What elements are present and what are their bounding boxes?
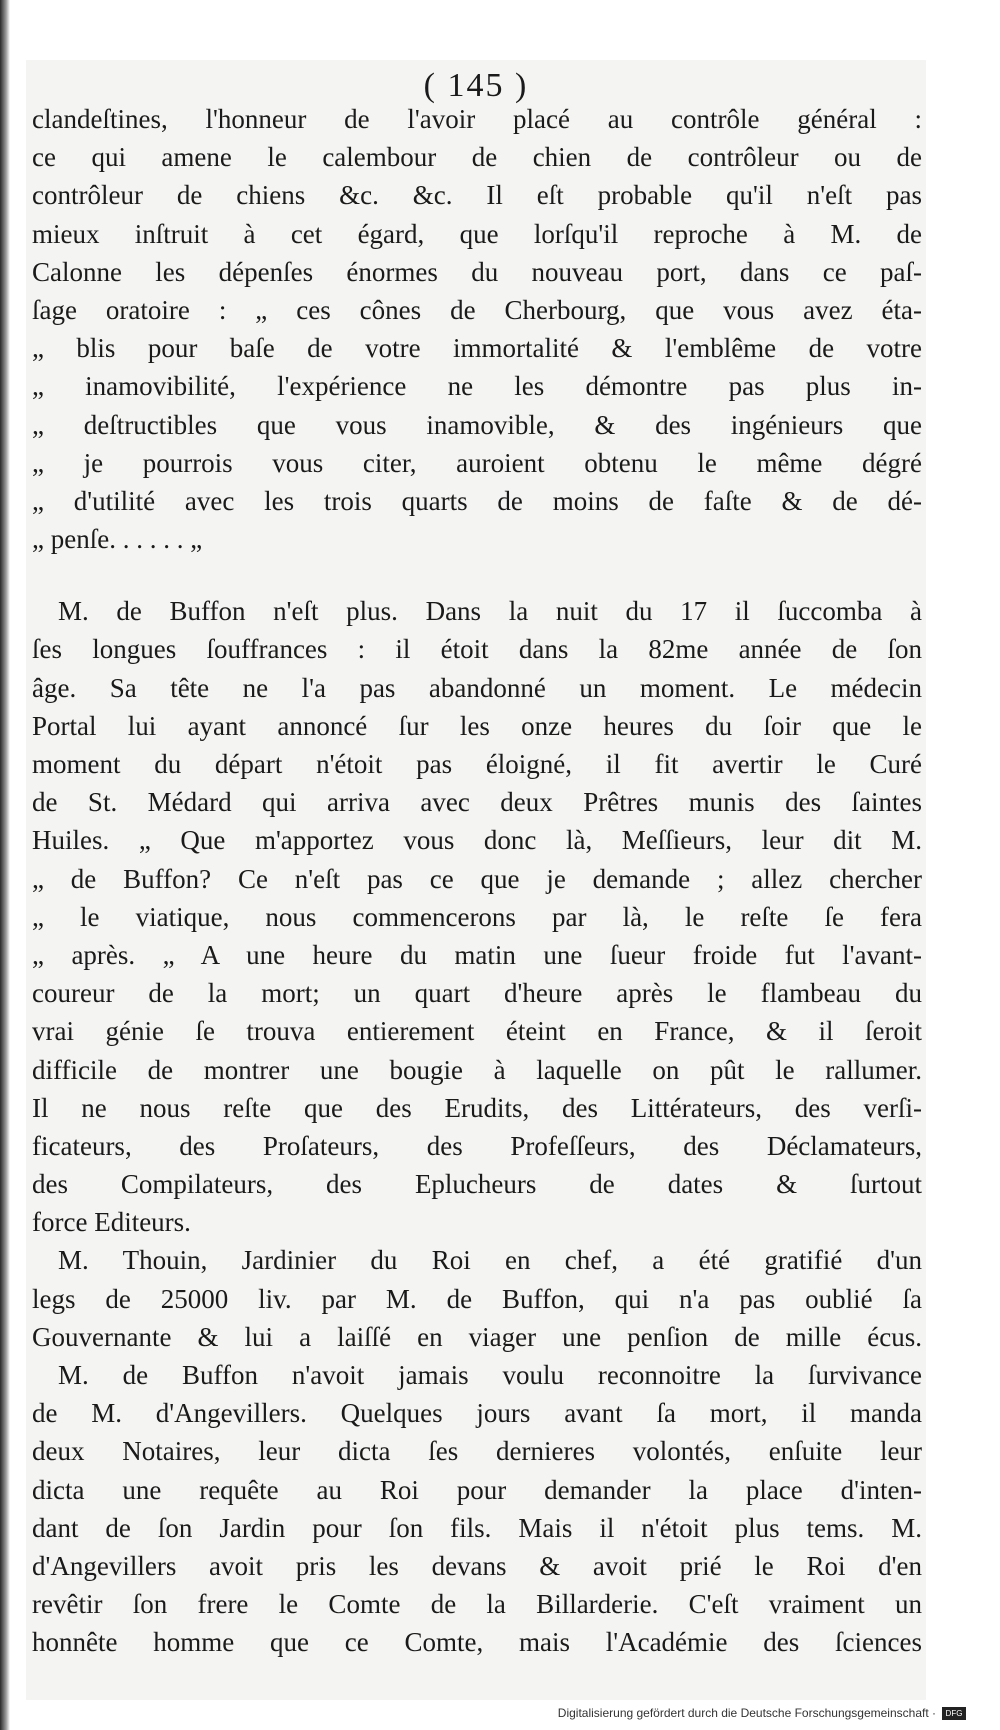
text-line: difficile de montrer une bougie à laquelle on pût le rallumer. [32, 1054, 922, 1085]
paragraph-gap [32, 558, 922, 592]
text-line: ſes longues ſouffrances : il étoit dans la 82me année de ſon [32, 634, 922, 665]
text-line: revêtir ſon frere le Comte de la Billarderie. C'eſt vraiment un [32, 1589, 922, 1620]
text-line: ſage oratoire : „ ces cônes de Cherbourg, que vous avez éta- [32, 294, 922, 325]
text-line: „ le viatique, nous commencerons par là, le reſte ſe fera [32, 901, 922, 932]
text-line: „ d'utilité avec les trois quarts de moins de faſte & de dé- [32, 485, 922, 516]
text-line: de St. Médard qui arriva avec deux Prêtres munis des ſaintes [32, 787, 922, 818]
text-line: force Editeurs. [32, 1207, 191, 1238]
text-line: contrôleur de chiens &c. &c. Il eſt probable qu'il n'eſt pas [32, 180, 922, 211]
text-line: M. Thouin, Jardinier du Roi en chef, a été gratifié d'un [58, 1245, 922, 1276]
text-line: d'Angevillers avoit pris les devans & avoit prié le Roi d'en [32, 1550, 922, 1581]
text-line: coureur de la mort; un quart d'heure après le flambeau du [32, 978, 922, 1009]
text-line: honnête homme que ce Comte, mais l'Académie des ſciences [32, 1627, 922, 1658]
text-line: ficateurs, des Proſateurs, des Profeſſeurs, des Déclamateurs, [32, 1130, 922, 1161]
text-line: M. de Buffon n'avoit jamais voulu reconnoitre la ſurvivance [58, 1360, 922, 1390]
text-line: mieux inſtruit à cet égard, que lorſqu'il reproche à M. de [32, 218, 922, 249]
text-line: Gouvernante & lui a laiſſé en viager une penſion de mille écus. [32, 1321, 922, 1352]
text-line: „ je pourrois vous citer, auroient obtenu le même dégré [32, 447, 922, 478]
text-line: legs de 25000 liv. par M. de Buffon, qui n'a pas oublié ſa [32, 1283, 922, 1314]
body-text [32, 100, 922, 1662]
text-line: Calonne les dépenſes énormes du nouveau port, dans ce paſ- [32, 256, 922, 287]
text-line: clandeſtines, l'honneur de l'avoir placé au contrôle général : [32, 104, 922, 134]
text-line: ce qui amene le calembour de chien de contrôleur ou de [32, 142, 922, 173]
text-line: dicta une requête au Roi pour demander la place d'inten- [32, 1474, 922, 1505]
text-line: „ blis pour baſe de votre immortalité & l'emblême de votre [32, 333, 922, 364]
digitization-credit [558, 1706, 966, 1720]
text-line: M. de Buffon n'eſt plus. Dans la nuit du 17 il ſuccomba à [58, 596, 922, 627]
text-line: Huiles. „ Que m'apportez vous donc là, Meſſieurs, leur dit M. [32, 825, 922, 856]
text-line: âge. Sa tête ne l'a pas abandonné un moment. Le médecin [32, 672, 922, 703]
text-line: „ de Buffon? Ce n'eſt pas ce que je demande ; allez chercher [32, 863, 922, 894]
credit-text: Digitalisierung gefördert durch die Deutsche Forschungsgemeinschaft · [557, 1706, 936, 1720]
text-line: deux Notaires, leur dicta ſes dernieres volontés, enſuite leur [32, 1436, 922, 1467]
dfg-logo-icon: DFG [942, 1707, 966, 1720]
text-line: de M. d'Angevillers. Quelques jours avant ſa mort, il manda [32, 1398, 922, 1429]
text-line: dant de ſon Jardin pour ſon fils. Mais il n'étoit plus tems. M. [32, 1512, 922, 1543]
text-line: vrai génie ſe trouva entierement éteint en France, & il ſeroit [32, 1016, 922, 1047]
text-line: „ deſtructibles que vous inamovible, & des ingénieurs que [32, 409, 922, 440]
text-line: „ après. „ A une heure du matin une ſueur froide fut l'avant- [32, 939, 922, 970]
text-line: des Compilateurs, des Eplucheurs de dates & ſurtout [32, 1169, 922, 1200]
page-number: ( 145 ) [423, 67, 529, 104]
text-line: „ inamovibilité, l'expérience ne les démontre pas plus in- [32, 371, 922, 402]
text-line: Portal lui ayant annoncé ſur les onze heures du ſoir que le [32, 710, 922, 741]
text-line: moment du départ n'étoit pas éloigné, il fit avertir le Curé [32, 749, 922, 779]
scanned-page [26, 60, 926, 1700]
page-edge-shadow [0, 0, 10, 1730]
text-line: Il ne nous reſte que des Erudits, des Littérateurs, des verſi- [32, 1092, 922, 1123]
text-line: „ penſe. . . . . . „ [32, 524, 203, 555]
